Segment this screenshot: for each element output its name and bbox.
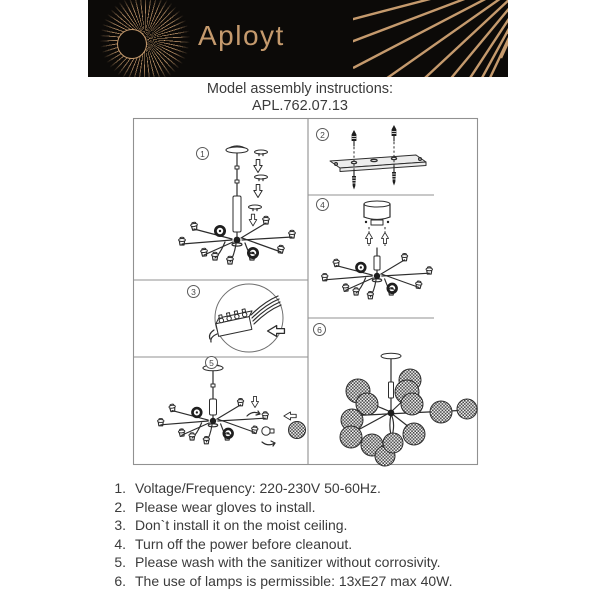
instruction-number: 1. [114, 480, 126, 496]
instruction-item [106, 553, 452, 572]
model-number: APL.762.07.13 [252, 98, 348, 114]
step4-canopy-mounting-drawing [322, 201, 433, 299]
instruction-number: 5. [114, 554, 126, 571]
step-badge-5: 5 [205, 356, 218, 369]
step-badge-2: 2 [316, 128, 329, 141]
step-badge-3: 3 [187, 285, 200, 298]
step1-rod-assembly-drawing [179, 146, 296, 264]
instruction-text: Voltage/Frequency: 220-230V 50-60Hz. [135, 480, 381, 496]
step6-finished-chandelier-drawing [340, 353, 477, 466]
step-badge-6: 6 [313, 323, 326, 336]
instruction-item [106, 479, 452, 498]
instruction-item [106, 572, 452, 591]
step5-bulb-installation-drawing [158, 365, 306, 447]
step3-wiring-detail-drawing [210, 284, 285, 352]
instruction-text: Don`t install it on the moist ceiling. [135, 517, 348, 534]
instruction-number: 3. [114, 517, 126, 534]
page-title: Model assembly instructions: [206, 81, 394, 97]
instruction-item [106, 516, 452, 535]
instruction-number: 4. [114, 535, 126, 552]
instruction-text: Turn off the power before cleanout. [135, 535, 353, 552]
instruction-text: The use of lamps is permissible: 13xE27 max 40W. [135, 572, 453, 589]
instruction-number: 2. [114, 498, 126, 515]
instruction-number: 6. [114, 572, 126, 589]
instruction-text: Please wash with the sanitizer without corrosivity. [135, 554, 441, 571]
brand-name: Aployt [198, 20, 285, 51]
instruction-item [106, 535, 452, 554]
step-badge-1: 1 [196, 147, 209, 160]
instruction-list [106, 479, 452, 591]
step2-ceiling-bracket-drawing [330, 125, 426, 190]
instruction-item [106, 498, 452, 517]
instruction-text: Please wear gloves to install. [135, 498, 316, 515]
step-badge-4: 4 [316, 198, 329, 211]
